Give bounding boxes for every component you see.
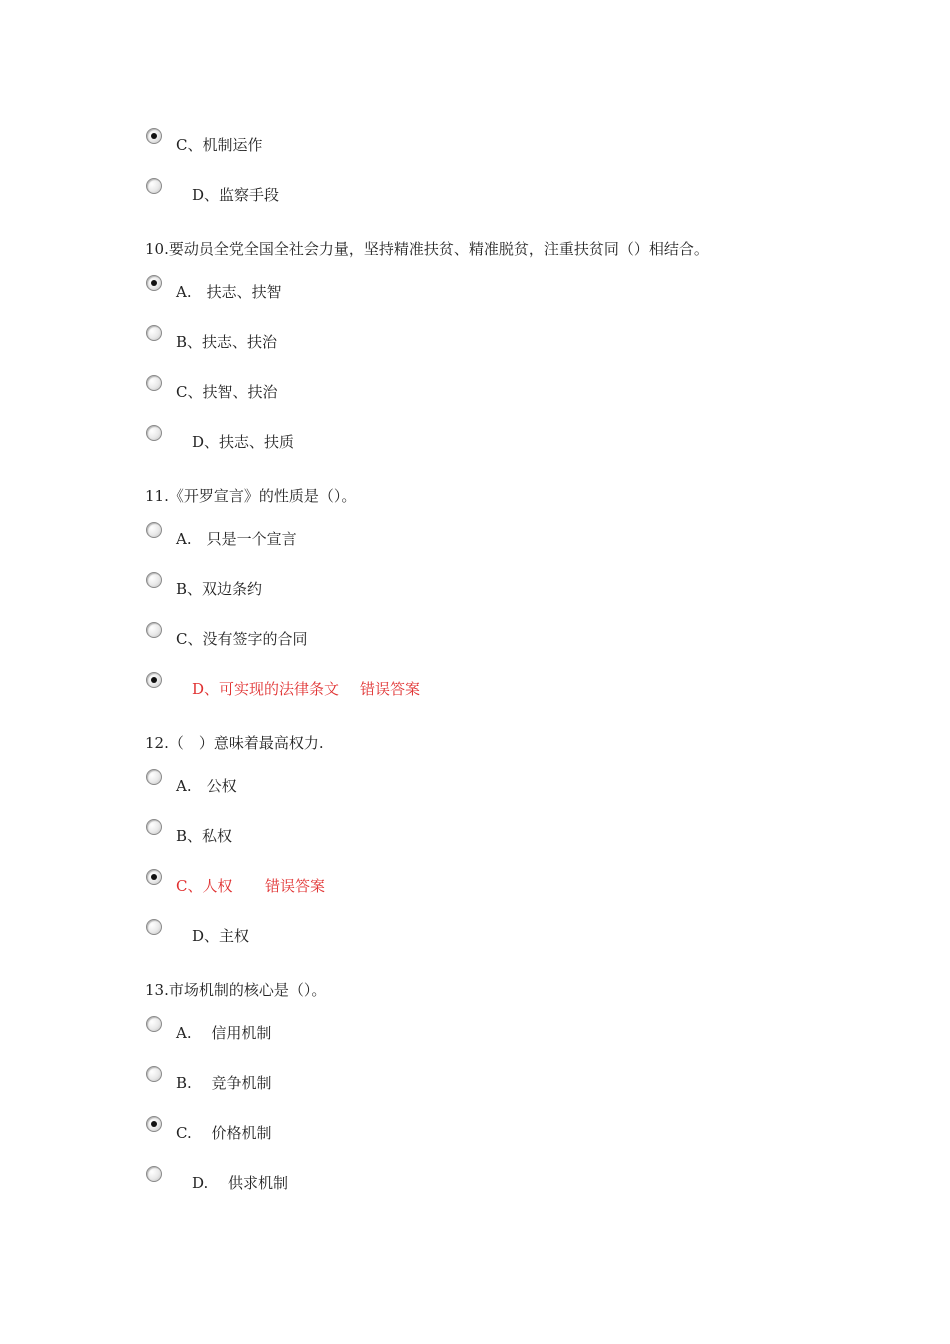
option-q11-a: A. 只是一个宣言 (176, 530, 297, 548)
radio-q11-c[interactable] (146, 622, 162, 638)
option-q13-c: C. 价格机制 (176, 1124, 272, 1142)
radio-q12-b[interactable] (146, 819, 162, 835)
option-q9-c: C、机制运作 (176, 136, 263, 154)
radio-q13-d[interactable] (146, 1166, 162, 1182)
option-q13-b: B. 竞争机制 (176, 1074, 272, 1092)
question-12: 12.（ ）意味着最高权力. (145, 734, 324, 752)
radio-q11-d[interactable] (146, 672, 162, 688)
radio-q13-b[interactable] (146, 1066, 162, 1082)
radio-q12-a[interactable] (146, 769, 162, 785)
radio-q11-a[interactable] (146, 522, 162, 538)
wrong-answer-mark-q12: 错误答案 (265, 877, 326, 895)
option-q10-d: D、扶志、扶质 (192, 433, 295, 451)
option-q12-b: B、私权 (176, 827, 233, 845)
option-q10-a: A. 扶志、扶智 (176, 283, 282, 301)
question-10: 10.要动员全党全国全社会力量，坚持精准扶贫、精准脱贫，注重扶贫同（）相结合。 (145, 240, 709, 258)
radio-q10-b[interactable] (146, 325, 162, 341)
radio-q10-d[interactable] (146, 425, 162, 441)
option-q9-d: D、监察手段 (192, 186, 280, 204)
radio-q12-d[interactable] (146, 919, 162, 935)
option-q12-a: A. 公权 (176, 777, 237, 795)
option-q13-d: D. 供求机制 (192, 1174, 289, 1192)
option-q12-d: D、主权 (192, 927, 250, 945)
radio-q10-c[interactable] (146, 375, 162, 391)
option-q10-c: C、扶智、扶治 (176, 383, 278, 401)
radio-q13-c[interactable] (146, 1116, 162, 1132)
radio-q12-c[interactable] (146, 869, 162, 885)
wrong-answer-mark-q11: 错误答案 (360, 680, 421, 698)
option-q11-d: D、可实现的法律条文 (192, 680, 340, 698)
radio-q9-d[interactable] (146, 178, 162, 194)
radio-q9-c[interactable] (146, 128, 162, 144)
option-q10-b: B、扶志、扶治 (176, 333, 278, 351)
radio-q10-a[interactable] (146, 275, 162, 291)
option-q11-b: B、双边条约 (176, 580, 263, 598)
question-13: 13.市场机制的核心是（）。 (145, 981, 327, 999)
option-q12-c: C、人权 (176, 877, 233, 895)
radio-q13-a[interactable] (146, 1016, 162, 1032)
radio-q11-b[interactable] (146, 572, 162, 588)
option-q11-c: C、没有签字的合同 (176, 630, 308, 648)
question-11: 11.《开罗宣言》的性质是（）。 (145, 487, 357, 505)
option-q13-a: A. 信用机制 (176, 1024, 272, 1042)
